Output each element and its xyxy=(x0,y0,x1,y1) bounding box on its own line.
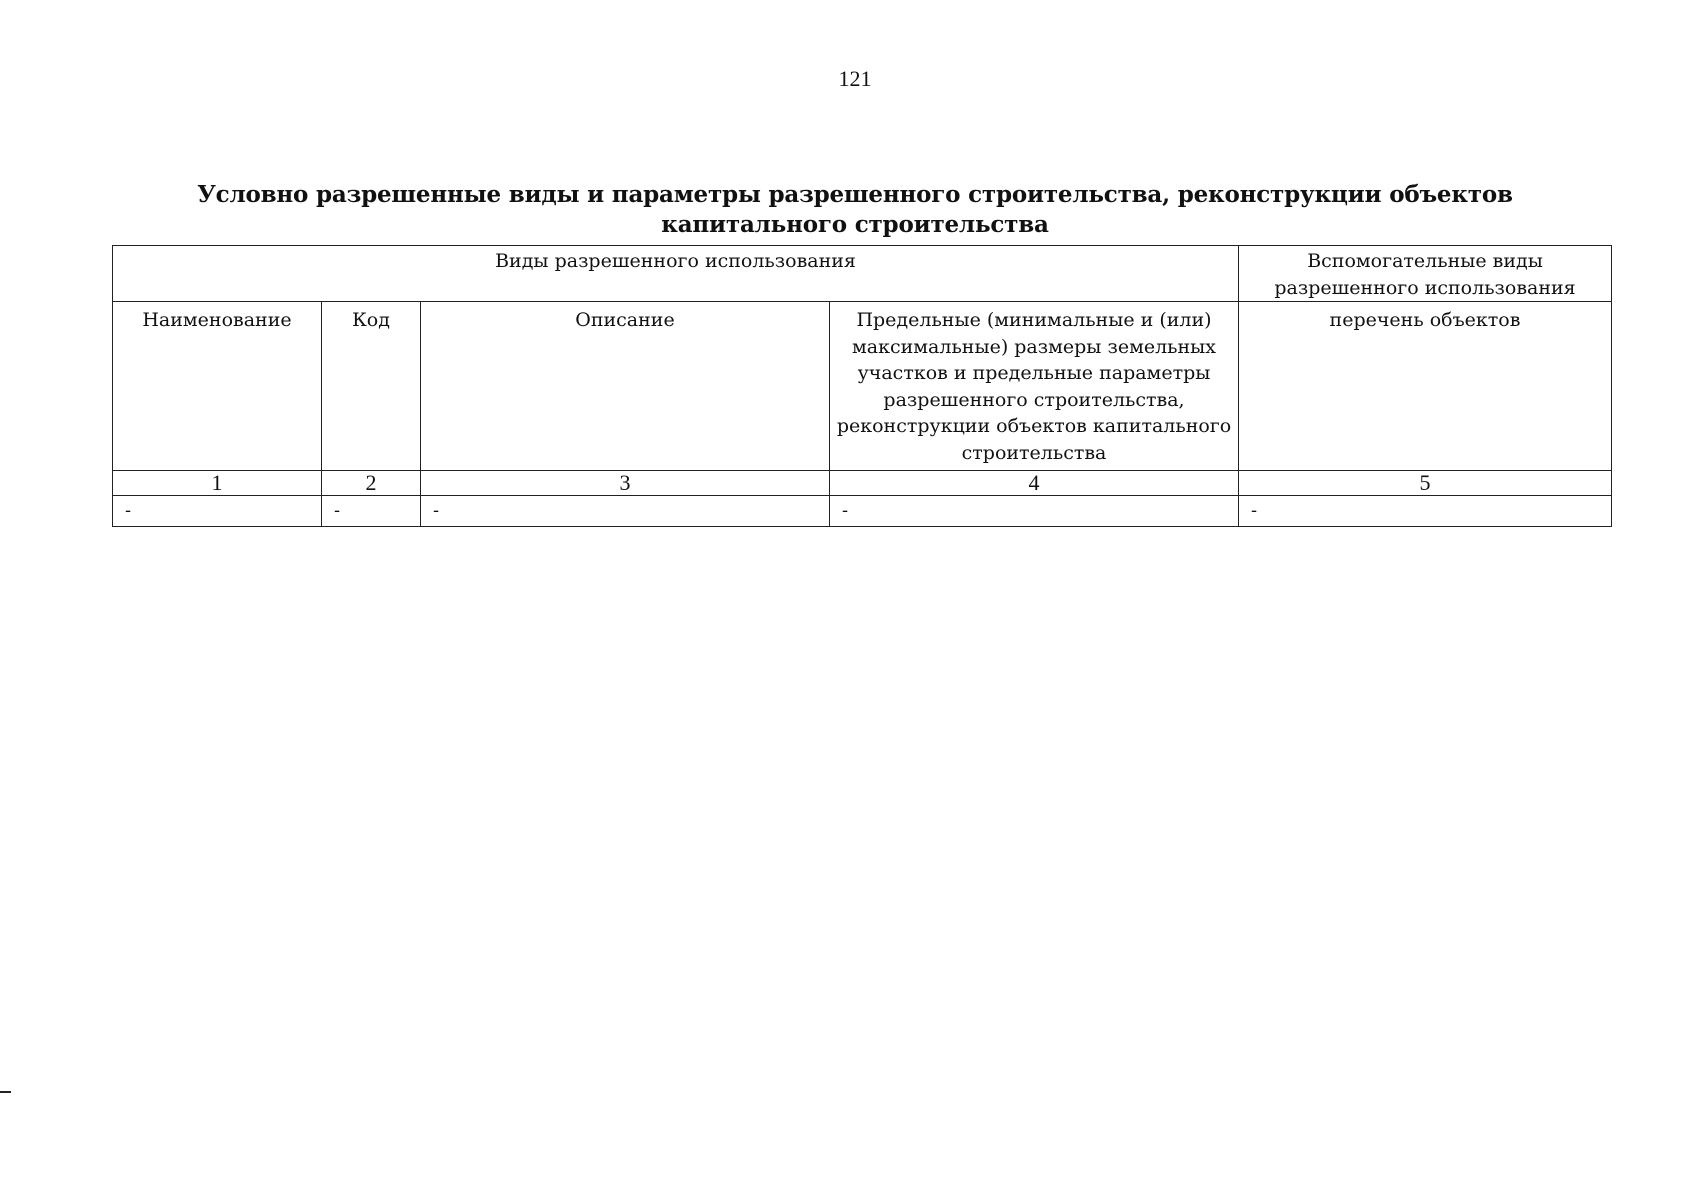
column-header-object-list: перечень объектов xyxy=(1239,302,1612,471)
table-row xyxy=(113,496,1612,527)
column-header-code: Код xyxy=(322,302,421,471)
column-number-1: 1 xyxy=(113,471,322,496)
table-cell-code: - xyxy=(322,496,421,527)
column-number-3: 3 xyxy=(421,471,830,496)
page-number: 121 xyxy=(838,66,872,91)
column-number-2: 2 xyxy=(322,471,421,496)
group-header-main: Виды разрешенного использования xyxy=(113,246,1239,302)
table-cell-description: - xyxy=(421,496,830,527)
table-group-header-row xyxy=(113,246,1612,302)
permitted-use-table xyxy=(112,245,1612,527)
column-header-limits: Предельные (минимальные и (или) максимальные) размеры земельных участков и предельные параметры разрешенного строительства, реконструкции объектов капитального строительства xyxy=(830,302,1239,471)
column-header-description: Описание xyxy=(421,302,830,471)
table-cell-object-list: - xyxy=(1239,496,1612,527)
permitted-use-table-container xyxy=(112,245,1612,527)
document-title: Условно разрешенные виды и параметры разрешенного строительства, реконструкции объектов капитального строительства xyxy=(197,181,1513,238)
table-column-number-row xyxy=(113,471,1612,496)
group-header-auxiliary: Вспомогательные виды разрешенного использования xyxy=(1239,246,1612,302)
table-column-header-row xyxy=(113,302,1612,471)
table-cell-name: - xyxy=(113,496,322,527)
column-number-4: 4 xyxy=(830,471,1239,496)
margin-dash-mark xyxy=(0,1091,11,1093)
column-header-name: Наименование xyxy=(113,302,322,471)
column-number-5: 5 xyxy=(1239,471,1612,496)
table-cell-limits: - xyxy=(830,496,1239,527)
